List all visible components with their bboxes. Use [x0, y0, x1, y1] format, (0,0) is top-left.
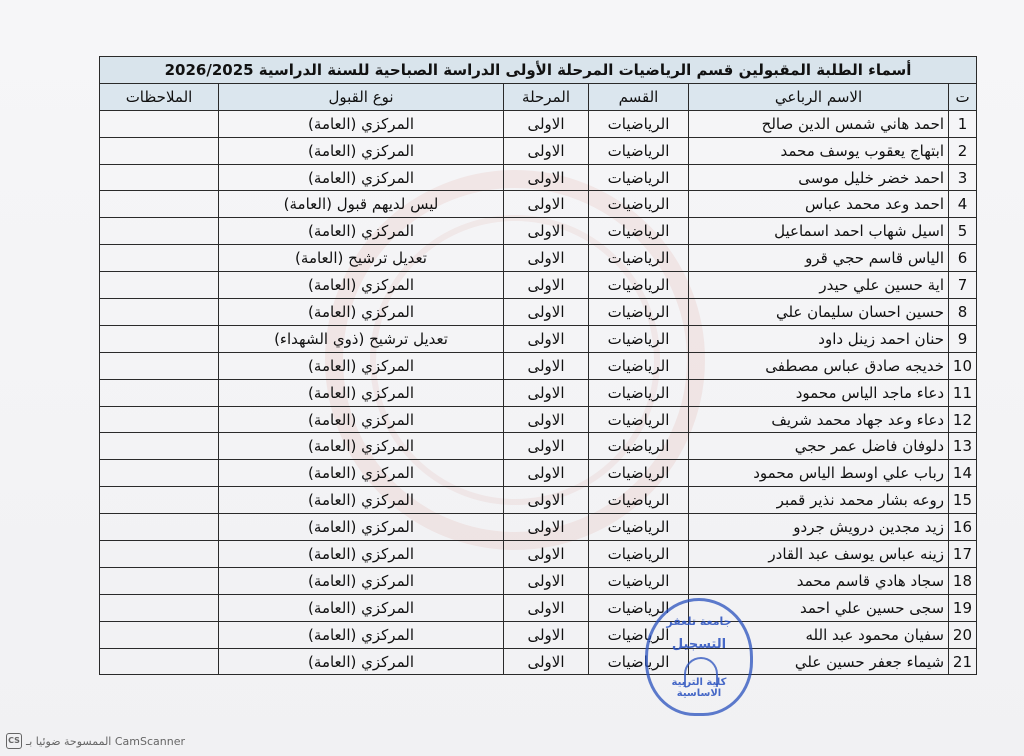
row-dept: الرياضيات	[589, 379, 689, 406]
row-admission: المركزي (العامة)	[219, 460, 504, 487]
table-row	[100, 164, 977, 191]
table-row	[100, 352, 977, 379]
row-name: سجى حسين علي احمد	[689, 594, 949, 621]
row-num: 4	[949, 191, 977, 218]
table-row	[100, 218, 977, 245]
row-admission: المركزي (العامة)	[219, 352, 504, 379]
row-dept: الرياضيات	[589, 621, 689, 648]
row-admission: المركزي (العامة)	[219, 487, 504, 514]
row-dept: الرياضيات	[589, 137, 689, 164]
row-stage: الاولى	[504, 514, 589, 541]
row-notes	[100, 272, 219, 299]
row-notes	[100, 325, 219, 352]
table-row	[100, 621, 977, 648]
row-name: خديجه صادق عباس مصطفى	[689, 352, 949, 379]
table-row	[100, 648, 977, 675]
row-num: 10	[949, 352, 977, 379]
row-num: 20	[949, 621, 977, 648]
row-dept: الرياضيات	[589, 406, 689, 433]
row-notes	[100, 110, 219, 137]
table-title: أسماء الطلبة المقبولين قسم الرياضيات المرحلة الأولى الدراسة الصباحية للسنة الدراسية 2026/2025	[100, 57, 977, 84]
table-row	[100, 433, 977, 460]
row-admission: المركزي (العامة)	[219, 299, 504, 326]
row-stage: الاولى	[504, 594, 589, 621]
row-name: اسيل شهاب احمد اسماعيل	[689, 218, 949, 245]
row-stage: الاولى	[504, 621, 589, 648]
row-admission: المركزي (العامة)	[219, 648, 504, 675]
row-num: 9	[949, 325, 977, 352]
row-name: شيماء جعفر حسين علي	[689, 648, 949, 675]
table-row	[100, 272, 977, 299]
row-name: احمد وعد محمد عباس	[689, 191, 949, 218]
table-row	[100, 487, 977, 514]
header-dept: القسم	[589, 83, 689, 110]
row-notes	[100, 648, 219, 675]
camscanner-icon: CS	[6, 733, 22, 749]
row-stage: الاولى	[504, 164, 589, 191]
row-notes	[100, 621, 219, 648]
row-num: 12	[949, 406, 977, 433]
row-name: حسين احسان سليمان علي	[689, 299, 949, 326]
row-num: 6	[949, 245, 977, 272]
table-row	[100, 541, 977, 568]
row-dept: الرياضيات	[589, 648, 689, 675]
row-admission: المركزي (العامة)	[219, 272, 504, 299]
table-row	[100, 406, 977, 433]
row-stage: الاولى	[504, 433, 589, 460]
row-dept: الرياضيات	[589, 514, 689, 541]
row-admission: المركزي (العامة)	[219, 164, 504, 191]
row-name: دلوفان فاضل عمر حجي	[689, 433, 949, 460]
row-num: 17	[949, 541, 977, 568]
row-name: اية حسين علي حيدر	[689, 272, 949, 299]
row-notes	[100, 514, 219, 541]
row-name: سجاد هادي قاسم محمد	[689, 567, 949, 594]
row-notes	[100, 191, 219, 218]
table-row	[100, 299, 977, 326]
row-num: 3	[949, 164, 977, 191]
camscanner-label: الممسوحة ضوئيا بـ CamScanner	[26, 734, 185, 748]
table-row	[100, 594, 977, 621]
row-dept: الرياضيات	[589, 594, 689, 621]
table-row	[100, 325, 977, 352]
row-notes	[100, 594, 219, 621]
row-num: 18	[949, 567, 977, 594]
row-notes	[100, 164, 219, 191]
row-num: 8	[949, 299, 977, 326]
row-stage: الاولى	[504, 245, 589, 272]
row-notes	[100, 299, 219, 326]
registration-stamp	[645, 598, 753, 716]
row-name: رباب علي اوسط الياس محمود	[689, 460, 949, 487]
row-num: 11	[949, 379, 977, 406]
table-title-row	[100, 57, 977, 84]
row-dept: الرياضيات	[589, 460, 689, 487]
row-name: دعاء ماجد الياس محمود	[689, 379, 949, 406]
row-stage: الاولى	[504, 567, 589, 594]
row-dept: الرياضيات	[589, 218, 689, 245]
row-dept: الرياضيات	[589, 110, 689, 137]
stamp-top-text: جامعة تلعفر	[666, 615, 732, 628]
row-num: 19	[949, 594, 977, 621]
row-admission: المركزي (العامة)	[219, 379, 504, 406]
row-notes	[100, 137, 219, 164]
students-table	[99, 56, 977, 675]
row-name: روعه بشار محمد نذير قمبر	[689, 487, 949, 514]
row-dept: الرياضيات	[589, 541, 689, 568]
table-row	[100, 567, 977, 594]
row-dept: الرياضيات	[589, 567, 689, 594]
table-header-row	[100, 83, 977, 110]
row-notes	[100, 245, 219, 272]
row-dept: الرياضيات	[589, 164, 689, 191]
row-stage: الاولى	[504, 541, 589, 568]
row-admission: المركزي (العامة)	[219, 621, 504, 648]
row-stage: الاولى	[504, 460, 589, 487]
row-num: 15	[949, 487, 977, 514]
row-name: حنان احمد زينل داود	[689, 325, 949, 352]
table-row	[100, 379, 977, 406]
table-row	[100, 245, 977, 272]
table-row	[100, 110, 977, 137]
row-notes	[100, 541, 219, 568]
row-stage: الاولى	[504, 110, 589, 137]
row-stage: الاولى	[504, 299, 589, 326]
row-stage: الاولى	[504, 487, 589, 514]
row-num: 14	[949, 460, 977, 487]
row-notes	[100, 406, 219, 433]
table-row	[100, 460, 977, 487]
row-dept: الرياضيات	[589, 245, 689, 272]
row-name: دعاء وعد جهاد محمد شريف	[689, 406, 949, 433]
header-name: الاسم الرباعي	[689, 83, 949, 110]
row-stage: الاولى	[504, 648, 589, 675]
row-admission: المركزي (العامة)	[219, 137, 504, 164]
header-admission: نوع القبول	[219, 83, 504, 110]
row-num: 1	[949, 110, 977, 137]
row-name: ابتهاج يعقوب يوسف محمد	[689, 137, 949, 164]
row-stage: الاولى	[504, 406, 589, 433]
row-admission: المركزي (العامة)	[219, 406, 504, 433]
row-notes	[100, 487, 219, 514]
row-name: زينه عباس يوسف عبد القادر	[689, 541, 949, 568]
row-dept: الرياضيات	[589, 352, 689, 379]
header-notes: الملاحظات	[100, 83, 219, 110]
row-num: 21	[949, 648, 977, 675]
stamp-bottom-text: كلية التربية الاساسية	[671, 677, 727, 699]
row-name: احمد خضر خليل موسى	[689, 164, 949, 191]
camscanner-footer	[6, 733, 185, 749]
row-admission: المركزي (العامة)	[219, 514, 504, 541]
row-stage: الاولى	[504, 137, 589, 164]
table-row	[100, 191, 977, 218]
row-name: الياس قاسم حجي قرو	[689, 245, 949, 272]
row-name: زيد مجدين درويش جردو	[689, 514, 949, 541]
row-stage: الاولى	[504, 352, 589, 379]
row-admission: المركزي (العامة)	[219, 218, 504, 245]
row-admission: المركزي (العامة)	[219, 541, 504, 568]
row-stage: الاولى	[504, 325, 589, 352]
header-num: ت	[949, 83, 977, 110]
row-dept: الرياضيات	[589, 191, 689, 218]
stamp-middle-text: التسجيل	[671, 637, 727, 652]
row-num: 16	[949, 514, 977, 541]
row-notes	[100, 352, 219, 379]
header-stage: المرحلة	[504, 83, 589, 110]
row-admission: المركزي (العامة)	[219, 110, 504, 137]
row-admission: تعديل ترشيح (العامة)	[219, 245, 504, 272]
table-row	[100, 514, 977, 541]
row-num: 2	[949, 137, 977, 164]
row-admission: المركزي (العامة)	[219, 594, 504, 621]
row-num: 13	[949, 433, 977, 460]
row-notes	[100, 218, 219, 245]
row-notes	[100, 433, 219, 460]
row-dept: الرياضيات	[589, 325, 689, 352]
row-notes	[100, 379, 219, 406]
row-notes	[100, 460, 219, 487]
row-admission: تعديل ترشيح (ذوي الشهداء)	[219, 325, 504, 352]
row-name: سفيان محمود عبد الله	[689, 621, 949, 648]
row-num: 5	[949, 218, 977, 245]
row-name: احمد هاني شمس الدين صالح	[689, 110, 949, 137]
row-dept: الرياضيات	[589, 299, 689, 326]
row-dept: الرياضيات	[589, 433, 689, 460]
row-admission: المركزي (العامة)	[219, 433, 504, 460]
row-admission: المركزي (العامة)	[219, 567, 504, 594]
row-notes	[100, 567, 219, 594]
row-stage: الاولى	[504, 218, 589, 245]
row-stage: الاولى	[504, 191, 589, 218]
row-stage: الاولى	[504, 272, 589, 299]
row-admission: ليس لديهم قبول (العامة)	[219, 191, 504, 218]
table-row	[100, 137, 977, 164]
row-dept: الرياضيات	[589, 272, 689, 299]
row-stage: الاولى	[504, 379, 589, 406]
row-num: 7	[949, 272, 977, 299]
row-dept: الرياضيات	[589, 487, 689, 514]
